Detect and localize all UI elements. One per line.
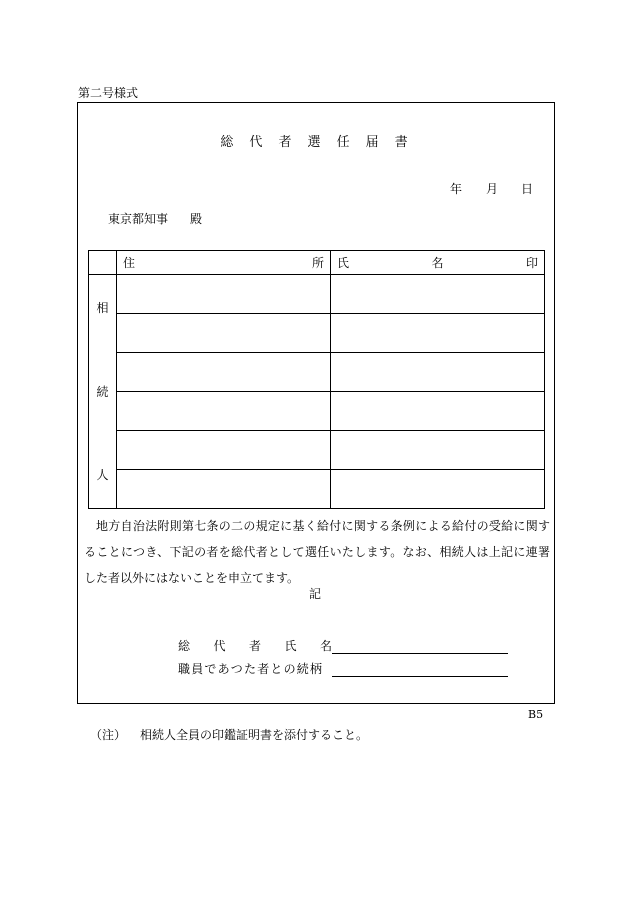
heirs-row-label xyxy=(89,275,117,509)
addressee xyxy=(108,210,202,227)
address-cell[interactable] xyxy=(117,470,331,509)
ki-heading: 記 xyxy=(308,587,321,601)
header-blank-cell xyxy=(89,251,117,275)
table-row xyxy=(89,470,545,509)
label-char: 者 xyxy=(248,639,261,653)
name-cell[interactable] xyxy=(331,353,545,392)
address-cell[interactable] xyxy=(117,431,331,470)
title-char: 書 xyxy=(394,135,410,150)
form-title xyxy=(0,131,630,150)
representative-name-label xyxy=(178,637,332,654)
addressee-honorific: 殿 xyxy=(190,212,203,226)
footnote xyxy=(90,726,368,743)
label-char: 総 xyxy=(178,639,191,653)
relation-field[interactable] xyxy=(332,662,508,677)
title-char: 総 xyxy=(220,135,236,150)
title-char: 選 xyxy=(307,135,323,150)
name-header-mid: 名 xyxy=(431,256,444,270)
form-number-label: 第二号様式 xyxy=(78,86,139,100)
name-cell[interactable] xyxy=(331,314,545,353)
name-cell[interactable] xyxy=(331,392,545,431)
name-cell[interactable] xyxy=(331,470,545,509)
address-cell[interactable] xyxy=(117,275,331,314)
address-cell[interactable] xyxy=(117,392,331,431)
address-cell[interactable] xyxy=(117,353,331,392)
addressee-name: 東京都知事 xyxy=(108,212,169,226)
table-row xyxy=(89,314,545,353)
title-char: 届 xyxy=(365,135,381,150)
table-row xyxy=(89,275,545,314)
date-day-label: 日 xyxy=(521,182,534,196)
address-header-end: 所 xyxy=(311,256,324,270)
seal-header: 印 xyxy=(525,256,538,270)
table-header-row xyxy=(89,251,545,275)
table-row xyxy=(89,392,545,431)
name-header-start: 氏 xyxy=(337,256,350,270)
footnote-prefix: （注） xyxy=(90,728,127,742)
table-row xyxy=(89,431,545,470)
row-label-char: 続 xyxy=(96,385,109,399)
heirs-table xyxy=(88,250,545,509)
name-cell[interactable] xyxy=(331,275,545,314)
name-header xyxy=(331,251,545,275)
label-char: 氏 xyxy=(284,639,297,653)
address-header-start: 住 xyxy=(123,256,136,270)
declaration-paragraph: 地方自治法附則第七条の二の規定に基く給付に関する条例による給付の受給に関することにつき、下記の者を総代者として選任いたします。なお、相続人は上記に連署した者以外にはないことを申立てます。 xyxy=(84,519,550,585)
title-char: 任 xyxy=(336,135,352,150)
name-cell[interactable] xyxy=(331,431,545,470)
date-month-label: 月 xyxy=(486,182,499,196)
row-label-char: 人 xyxy=(96,468,109,482)
address-header xyxy=(117,251,331,275)
relation-line xyxy=(178,660,508,677)
relation-label: 職員であつた者との続柄 xyxy=(178,662,324,676)
representative-name-line xyxy=(178,637,508,654)
date-year-label: 年 xyxy=(450,182,463,196)
representative-name-field[interactable] xyxy=(332,639,508,654)
row-label-char: 相 xyxy=(96,301,109,315)
table-row xyxy=(89,353,545,392)
label-char: 代 xyxy=(213,639,226,653)
title-char: 代 xyxy=(249,135,265,150)
title-char: 者 xyxy=(278,135,294,150)
address-cell[interactable] xyxy=(117,314,331,353)
footnote-text: 相続人全員の印鑑証明書を添付すること。 xyxy=(140,728,369,742)
paper-size-label: B5 xyxy=(528,708,544,721)
label-char: 名 xyxy=(319,639,332,653)
